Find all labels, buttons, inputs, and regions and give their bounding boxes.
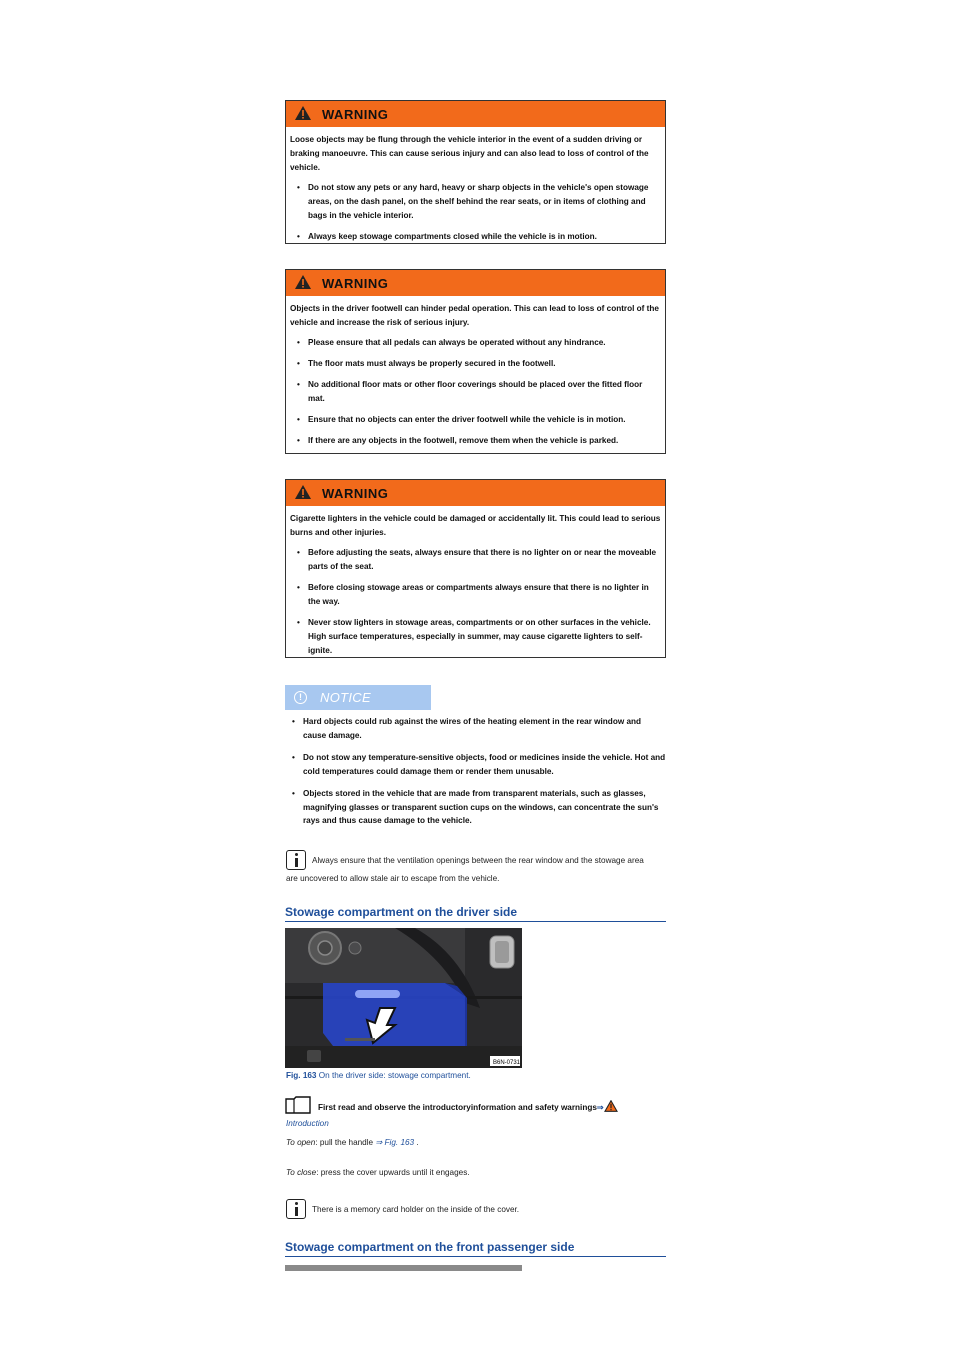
warning-intro: Objects in the driver footwell can hinder pedal operation. This can lead to loss of control of the vehicle and increase the risk of serious injury. (290, 304, 659, 327)
warning-intro: Cigarette lighters in the vehicle could be damaged or accidentally lit. This could lead to serious burns and other injuries. (290, 514, 661, 537)
figure-number: Fig. 163 (286, 1071, 317, 1080)
warning-header (286, 480, 665, 506)
read-first-label: First read and observe the introductoryinformation and safety warnings (318, 1103, 597, 1112)
info-text: There is a memory card holder on the inside of the cover. (312, 1205, 520, 1214)
warning-triangle-icon (294, 105, 312, 121)
warning-triangle-icon (294, 274, 312, 290)
warning-item: • No additional floor mats or other floor coverings should be placed over the fitted floor mat. (290, 378, 661, 406)
notice-label: NOTICE (320, 690, 371, 705)
book-icon (285, 1096, 311, 1114)
close-instruction (286, 1166, 470, 1179)
read-first-arrow: ⇒ (596, 1103, 604, 1112)
figure-caption (286, 1069, 471, 1082)
stowage-compartment-figure (285, 928, 522, 1068)
notice-header (285, 685, 431, 710)
info-text: are uncovered to allow stale air to escape from the vehicle. (286, 874, 500, 883)
info-icon (286, 850, 306, 870)
warning-item: • Never stow lighters in stowage areas, compartments or on other surfaces in the vehicle. High surface temperatures, especially in summer, may cause cigarette lighters to self-ignite. (290, 616, 661, 658)
exclamation-circle-icon: ! (294, 691, 307, 704)
warning-item: • Before closing stowage areas or compartments always ensure that there is no lighter in the way. (290, 581, 661, 609)
figure-caption-text: On the driver side: stowage compartment. (316, 1071, 471, 1080)
warning-item: • Do not stow any pets or any hard, heavy or sharp objects in the vehicle's open stowage areas, on the dash panel, on the shelf behind the rear seats, or in items of clothing and bags in the vehicle interior. (290, 181, 661, 223)
figure-code: B6N-0731 (493, 1060, 521, 1066)
dashboard-illustration (285, 928, 522, 1068)
open-end: . (414, 1138, 419, 1147)
figure-reference-link[interactable]: ⇒ Fig. 163 (375, 1138, 415, 1147)
open-instruction (286, 1136, 419, 1149)
warning-intro: Loose objects may be flung through the vehicle interior in the event of a sudden driving or braking manoeuvre. This can cause serious injury and can also lead to loss of control of the vehicle. (290, 135, 649, 172)
passenger-compartment-figure (285, 1265, 522, 1271)
notice-list (285, 715, 666, 837)
warning-item: • Ensure that no objects can enter the driver footwell while the vehicle is in motion. (290, 413, 661, 427)
warning-label: WARNING (322, 107, 389, 122)
notice-item: • Hard objects could rub against the wires of the heating element in the rear window and cause damage. (285, 715, 666, 742)
notice-item: • Objects stored in the vehicle that are made from transparent materials, such as glasses, magnifying glasses or transparent suction cups on the windows, can concentrate the sun's rays and thus cause damage to the vehicle. (285, 787, 666, 828)
warning-header (286, 101, 665, 127)
warning-box-3 (285, 479, 666, 658)
open-label: To open (286, 1138, 316, 1147)
read-first-text (318, 1100, 618, 1114)
warning-header (286, 270, 665, 296)
warning-item: • Before adjusting the seats, always ensure that there is no lighter on or near the moveable parts of the seat. (290, 546, 661, 574)
warning-box-2 (285, 269, 666, 454)
warning-item: • Please ensure that all pedals can always be operated without any hindrance. (290, 336, 661, 350)
section-heading: Stowage compartment on the driver side (285, 905, 666, 922)
introduction-link[interactable]: Introduction (286, 1119, 329, 1128)
warning-label: WARNING (322, 486, 389, 501)
warning-item: • If there are any objects in the footwell, remove them when the vehicle is parked. (290, 434, 661, 448)
open-text: : pull the handle (315, 1138, 376, 1147)
warning-item: • Always keep stowage compartments closed while the vehicle is in motion. (290, 230, 661, 244)
warning-triangle-icon (604, 1100, 618, 1112)
warning-triangle-icon (294, 484, 312, 500)
warning-box-1 (285, 100, 666, 244)
warning-item: • The floor mats must always be properly secured in the footwell. (290, 357, 661, 371)
close-label: To close (286, 1168, 317, 1177)
section-heading: Stowage compartment on the front passenger side (285, 1240, 666, 1257)
info-text: Always ensure that the ventilation openings between the rear window and the stowage area (312, 856, 644, 865)
notice-item: • Do not stow any temperature-sensitive objects, food or medicines inside the vehicle. Hot and cold temperatures could damage them or render them unusable. (285, 751, 666, 778)
close-text: : press the cover upwards until it engages. (316, 1168, 470, 1177)
warning-label: WARNING (322, 276, 389, 291)
info-icon (286, 1199, 306, 1219)
